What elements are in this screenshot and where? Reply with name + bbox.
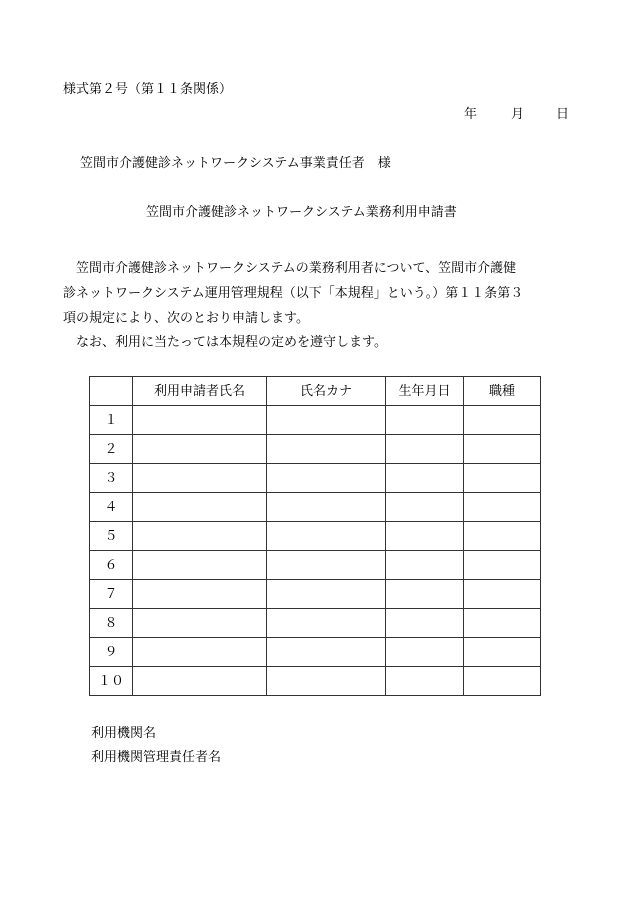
birth-date-cell[interactable] — [386, 609, 464, 638]
name-kana-cell[interactable] — [267, 493, 386, 522]
birth-date-cell[interactable] — [386, 638, 464, 667]
occupation-cell[interactable] — [464, 638, 541, 667]
row-number: ２ — [90, 435, 133, 464]
birth-date-cell[interactable] — [386, 667, 464, 696]
row-number: １０ — [90, 667, 133, 696]
name-kana-cell[interactable] — [267, 522, 386, 551]
date-line — [464, 108, 569, 121]
document-title: 笠間市介護健診ネットワークシステム業務利用申請書 — [146, 205, 457, 220]
body-text-line: 項の規定により、次のとおり申請します。 — [63, 311, 309, 326]
occupation-cell[interactable] — [464, 522, 541, 551]
date-month-label: 月 — [511, 107, 525, 122]
column-header-name-kana: 氏名カナ — [267, 377, 386, 406]
column-header-number — [90, 377, 133, 406]
table-row — [90, 667, 541, 696]
table-header-row — [90, 377, 541, 406]
applicant-name-cell[interactable] — [133, 522, 267, 551]
table-row — [90, 580, 541, 609]
table-row — [90, 638, 541, 667]
applicant-name-cell[interactable] — [133, 667, 267, 696]
table-row — [90, 493, 541, 522]
organization-manager-label: 利用機関管理責任者名 — [91, 750, 222, 765]
row-number: １ — [90, 406, 133, 435]
occupation-cell[interactable] — [464, 464, 541, 493]
birth-date-cell[interactable] — [386, 580, 464, 609]
occupation-cell[interactable] — [464, 435, 541, 464]
name-kana-cell[interactable] — [267, 551, 386, 580]
body-text-line: 診ネットワークシステム運用管理規程（以下「本規程」という。）第１１条第３ — [63, 286, 524, 301]
body-text-line: 笠間市介護健診ネットワークシステムの業務利用者について、笠間市介護健 — [76, 261, 517, 276]
name-kana-cell[interactable] — [267, 464, 386, 493]
occupation-cell[interactable] — [464, 667, 541, 696]
birth-date-cell[interactable] — [386, 522, 464, 551]
form-number: 様式第２号（第１１条関係） — [63, 82, 233, 97]
table-body — [90, 406, 541, 696]
occupation-cell[interactable] — [464, 609, 541, 638]
birth-date-cell[interactable] — [386, 493, 464, 522]
applicant-name-cell[interactable] — [133, 493, 267, 522]
name-kana-cell[interactable] — [267, 580, 386, 609]
occupation-cell[interactable] — [464, 406, 541, 435]
applicant-name-cell[interactable] — [133, 464, 267, 493]
applicant-name-cell[interactable] — [133, 638, 267, 667]
occupation-cell[interactable] — [464, 551, 541, 580]
row-number: ７ — [90, 580, 133, 609]
row-number: ３ — [90, 464, 133, 493]
table-row — [90, 435, 541, 464]
column-header-birth-date: 生年月日 — [386, 377, 464, 406]
applicant-name-cell[interactable] — [133, 406, 267, 435]
column-header-applicant-name: 利用申請者氏名 — [133, 377, 267, 406]
date-year-label: 年 — [464, 107, 478, 122]
name-kana-cell[interactable] — [267, 667, 386, 696]
row-number: ８ — [90, 609, 133, 638]
table-row — [90, 609, 541, 638]
date-day-label: 日 — [556, 107, 570, 122]
applicant-name-cell[interactable] — [133, 609, 267, 638]
addressee: 笠間市介護健診ネットワークシステム事業責任者 様 — [80, 156, 391, 171]
name-kana-cell[interactable] — [267, 406, 386, 435]
body-text-line: なお、利用に当たっては本規程の定めを遵守します。 — [76, 335, 387, 350]
birth-date-cell[interactable] — [386, 406, 464, 435]
name-kana-cell[interactable] — [267, 435, 386, 464]
row-number: ５ — [90, 522, 133, 551]
occupation-cell[interactable] — [464, 580, 541, 609]
birth-date-cell[interactable] — [386, 435, 464, 464]
applicant-table — [89, 376, 541, 696]
birth-date-cell[interactable] — [386, 551, 464, 580]
birth-date-cell[interactable] — [386, 464, 464, 493]
applicant-name-cell[interactable] — [133, 435, 267, 464]
table-row — [90, 464, 541, 493]
occupation-cell[interactable] — [464, 493, 541, 522]
table-row — [90, 551, 541, 580]
organization-name-label: 利用機関名 — [91, 726, 157, 741]
column-header-occupation: 職種 — [464, 377, 541, 406]
row-number: ９ — [90, 638, 133, 667]
applicant-name-cell[interactable] — [133, 580, 267, 609]
table-row — [90, 522, 541, 551]
name-kana-cell[interactable] — [267, 638, 386, 667]
table-row — [90, 406, 541, 435]
row-number: ４ — [90, 493, 133, 522]
applicant-name-cell[interactable] — [133, 551, 267, 580]
row-number: ６ — [90, 551, 133, 580]
name-kana-cell[interactable] — [267, 609, 386, 638]
